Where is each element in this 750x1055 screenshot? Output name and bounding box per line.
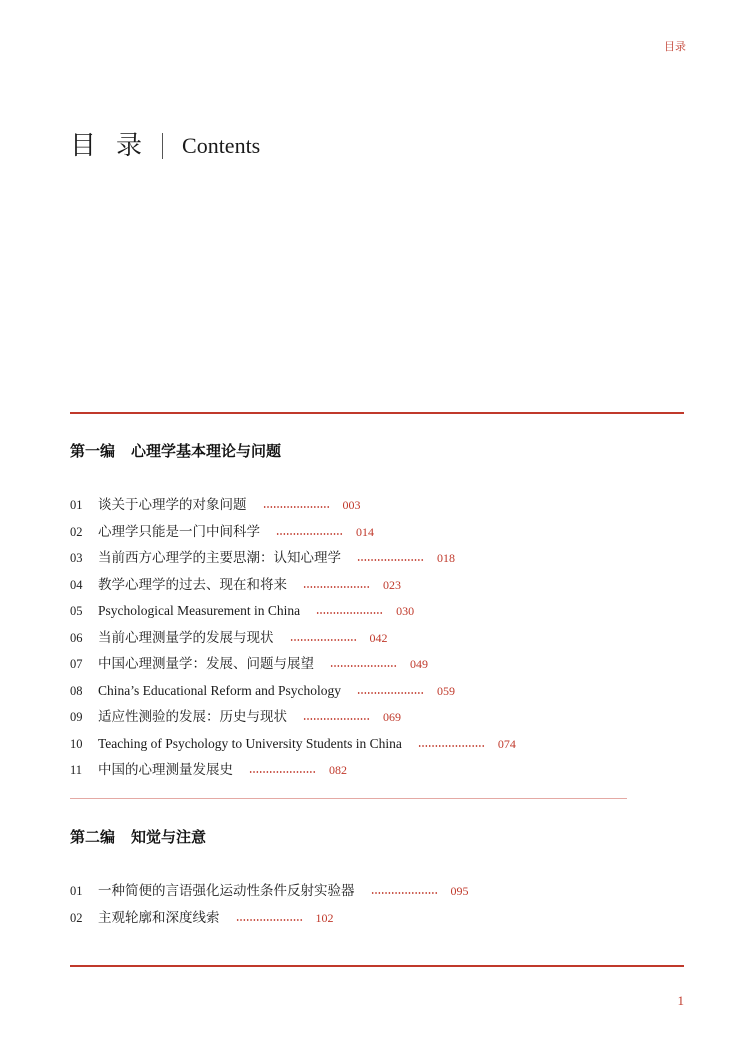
entry-page-number: 082 (329, 763, 347, 777)
entry-page-number: 023 (383, 577, 401, 592)
dot-leader (303, 717, 370, 721)
toc-entry (70, 572, 684, 599)
entry-page-number: 030 (396, 604, 415, 618)
entry-title: 当前心理测量学的发展与现状 (98, 629, 274, 645)
entry-number: 01 (70, 884, 83, 898)
page-title (70, 130, 260, 162)
entry-number: 02 (70, 910, 83, 925)
dot-leader (263, 505, 330, 509)
toc-entry (70, 598, 684, 625)
entry-page-number: 003 (342, 498, 361, 512)
dot-leader (236, 918, 303, 922)
toc-list (70, 492, 684, 784)
section-label: 第二编 (70, 830, 116, 846)
dot-leader (371, 891, 438, 895)
toc-entry (70, 757, 684, 784)
page-number: 1 (677, 993, 684, 1008)
toc-entry (70, 651, 684, 678)
entry-number: 03 (70, 551, 83, 565)
title-divider (162, 133, 163, 159)
section-title: 心理学基本理论与问题 (131, 444, 282, 460)
entry-number: 09 (70, 710, 83, 724)
entry-title: 主观轮廓和深度线索 (98, 909, 220, 925)
section-heading (70, 829, 206, 847)
top-rule (70, 412, 684, 414)
entry-page-number: 095 (450, 884, 469, 898)
toc-entry (70, 905, 684, 932)
entry-number: 06 (70, 630, 83, 645)
page-title-english: Contents (182, 133, 261, 158)
toc-entry (70, 731, 684, 758)
dot-leader (418, 744, 485, 748)
section-heading (70, 443, 281, 461)
dot-leader (330, 664, 397, 668)
toc-list (70, 878, 684, 931)
entry-title: 教学心理学的过去、现在和将来 (98, 576, 287, 592)
entry-page-number: 018 (437, 551, 455, 565)
toc-entry (70, 492, 684, 519)
entry-title: 一种简便的言语强化运动性条件反射实验器 (98, 883, 355, 898)
entry-title: 谈关于心理学的对象问题 (98, 497, 247, 512)
dot-leader (357, 558, 424, 562)
entry-title: 中国心理测量学：发展、问题与展望 (98, 656, 314, 671)
entry-page-number: 102 (315, 910, 334, 925)
entry-title: 适应性测验的发展：历史与现状 (98, 709, 287, 724)
toc-entry (70, 704, 684, 731)
entry-page-number: 069 (383, 710, 401, 724)
entry-number: 08 (70, 683, 83, 698)
section-title: 知觉与注意 (131, 830, 207, 846)
entry-page-number: 014 (356, 524, 374, 539)
dot-leader (316, 611, 383, 615)
entry-number: 05 (70, 604, 83, 618)
entry-number: 04 (70, 577, 83, 592)
bottom-rule (70, 965, 684, 967)
toc-entry (70, 678, 684, 705)
entry-number: 01 (70, 498, 83, 512)
toc-entry (70, 545, 684, 572)
entry-title: Psychological Measurement in China (98, 603, 301, 618)
section-divider-rule (70, 798, 627, 799)
entry-number: 07 (70, 657, 83, 671)
toc-entry (70, 878, 684, 905)
dot-leader (303, 585, 370, 589)
toc-entry (70, 625, 684, 652)
dot-leader (276, 532, 343, 536)
entry-title: 当前西方心理学的主要思潮：认知心理学 (98, 550, 341, 565)
toc-entry (70, 519, 684, 546)
entry-title: 心理学只能是一门中间科学 (98, 523, 260, 539)
section-label: 第一编 (70, 444, 116, 460)
entry-title: China’s Educational Reform and Psychology (98, 682, 341, 698)
running-header-title: 目录 (664, 41, 686, 53)
entry-page-number: 074 (497, 736, 516, 751)
page-title-chinese: 目录 (70, 131, 163, 160)
entry-page-number: 049 (410, 657, 428, 671)
dot-leader (357, 691, 424, 695)
entry-title: 中国的心理测量发展史 (98, 762, 233, 777)
dot-leader (290, 638, 357, 642)
entry-number: 02 (70, 524, 83, 539)
entry-title: Teaching of Psychology to University Students in China (98, 735, 402, 751)
dot-leader (249, 770, 316, 774)
entry-number: 10 (70, 736, 83, 751)
entry-page-number: 042 (369, 630, 388, 645)
entry-page-number: 059 (436, 683, 455, 698)
entry-number: 11 (70, 763, 83, 777)
